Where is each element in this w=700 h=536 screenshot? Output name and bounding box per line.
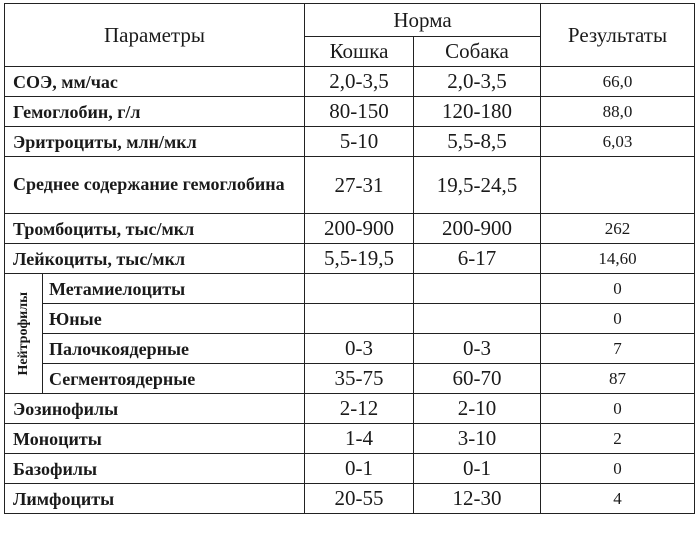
row-cat: 35-75 — [305, 364, 414, 394]
header-dog: Собака — [414, 37, 541, 67]
row-cat: 0-3 — [305, 334, 414, 364]
row-param: Эозинофилы — [5, 394, 305, 424]
row-cat: 80-150 — [305, 97, 414, 127]
row-dog: 0-1 — [414, 454, 541, 484]
row-cat: 27-31 — [305, 157, 414, 214]
row-cat: 200-900 — [305, 214, 414, 244]
row-param: Тромбоциты, тыс/мкл — [5, 214, 305, 244]
table-row — [5, 304, 695, 334]
row-param: Юные — [43, 304, 305, 334]
row-cat: 0-1 — [305, 454, 414, 484]
row-result: 0 — [541, 454, 695, 484]
row-cat: 20-55 — [305, 484, 414, 514]
group-label-text: Нейтрофилы — [15, 291, 31, 376]
row-result: 66,0 — [541, 67, 695, 97]
row-dog: 12-30 — [414, 484, 541, 514]
neutrophils-group-label — [5, 274, 43, 394]
table-row — [5, 484, 695, 514]
table-row — [5, 214, 695, 244]
row-param: Сегментоядерные — [43, 364, 305, 394]
row-cat — [305, 304, 414, 334]
row-dog: 60-70 — [414, 364, 541, 394]
row-param: Лейкоциты, тыс/мкл — [5, 244, 305, 274]
row-result: 0 — [541, 274, 695, 304]
row-dog: 5,5-8,5 — [414, 127, 541, 157]
row-param: Метамиелоциты — [43, 274, 305, 304]
header-norm: Норма — [305, 4, 541, 37]
row-param: Моноциты — [5, 424, 305, 454]
row-result: 6,03 — [541, 127, 695, 157]
row-dog — [414, 304, 541, 334]
table-row — [5, 97, 695, 127]
row-param: Гемоглобин, г/л — [5, 97, 305, 127]
table-row — [5, 424, 695, 454]
row-dog: 19,5-24,5 — [414, 157, 541, 214]
row-param: Среднее содержание гемоглобина — [5, 157, 305, 214]
blood-test-table — [4, 3, 695, 514]
table-row — [5, 364, 695, 394]
row-dog: 3-10 — [414, 424, 541, 454]
row-cat: 5,5-19,5 — [305, 244, 414, 274]
header-params: Параметры — [5, 4, 305, 67]
header-row — [5, 4, 695, 37]
row-dog: 120-180 — [414, 97, 541, 127]
row-cat: 1-4 — [305, 424, 414, 454]
row-result: 0 — [541, 394, 695, 424]
row-result: 262 — [541, 214, 695, 244]
table-row — [5, 454, 695, 484]
row-dog — [414, 274, 541, 304]
row-dog: 6-17 — [414, 244, 541, 274]
row-result: 2 — [541, 424, 695, 454]
row-result: 4 — [541, 484, 695, 514]
row-result: 87 — [541, 364, 695, 394]
row-param: СОЭ, мм/час — [5, 67, 305, 97]
row-dog: 2,0-3,5 — [414, 67, 541, 97]
table-row — [5, 244, 695, 274]
header-results: Результаты — [541, 4, 695, 67]
table-row — [5, 334, 695, 364]
row-cat: 2,0-3,5 — [305, 67, 414, 97]
row-param: Палочкоядерные — [43, 334, 305, 364]
row-result: 0 — [541, 304, 695, 334]
row-result: 7 — [541, 334, 695, 364]
row-cat: 2-12 — [305, 394, 414, 424]
row-param: Базофилы — [5, 454, 305, 484]
row-cat: 5-10 — [305, 127, 414, 157]
row-result — [541, 157, 695, 214]
table-row — [5, 274, 695, 304]
row-dog: 0-3 — [414, 334, 541, 364]
table-row — [5, 127, 695, 157]
row-result: 88,0 — [541, 97, 695, 127]
table-row — [5, 157, 695, 214]
header-cat: Кошка — [305, 37, 414, 67]
row-param: Эритроциты, млн/мкл — [5, 127, 305, 157]
table-row — [5, 394, 695, 424]
row-cat — [305, 274, 414, 304]
table-row — [5, 67, 695, 97]
row-dog: 2-10 — [414, 394, 541, 424]
row-param: Лимфоциты — [5, 484, 305, 514]
row-dog: 200-900 — [414, 214, 541, 244]
row-result: 14,60 — [541, 244, 695, 274]
